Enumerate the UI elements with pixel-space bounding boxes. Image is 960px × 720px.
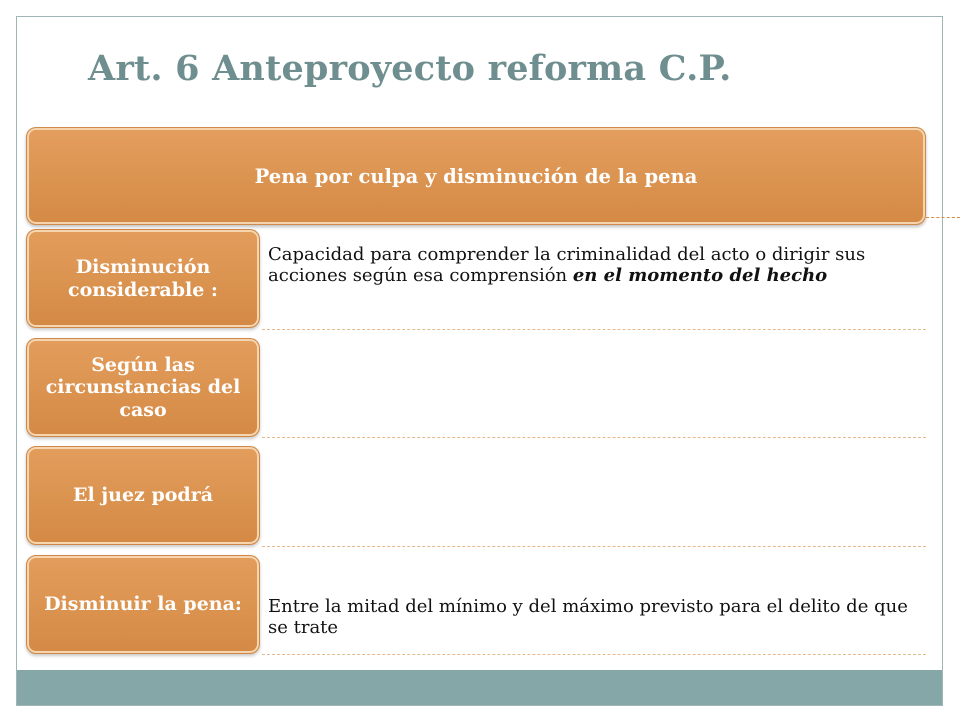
slide-title: Art. 6 Anteproyecto reforma C.P.	[88, 48, 732, 89]
row-label-4: Disminuir la pena:	[44, 593, 242, 616]
row-text-1-plain: Capacidad para comprender la criminalidad del acto o dirigir sus acciones según esa comprensión	[268, 244, 866, 286]
row-divider-1	[262, 329, 926, 330]
row-text-4: Entre la mitad del mínimo y del máximo previsto para el delito de que se trate	[268, 596, 908, 638]
row-label-2: Según las circunstancias del caso	[45, 354, 241, 421]
header-label: Pena por culpa y disminución de la pena	[254, 164, 698, 188]
row-label-box-3	[26, 446, 260, 545]
row-divider-4	[262, 654, 926, 655]
row-divider-2	[262, 437, 926, 438]
header-box	[26, 127, 926, 225]
row-divider-3	[262, 546, 926, 547]
row-label-box-2	[26, 338, 260, 437]
row-label-1: Disminución considerable :	[68, 256, 218, 301]
footer-band	[17, 670, 942, 705]
row-label-box-1	[26, 229, 260, 328]
row-text-1	[268, 245, 918, 286]
row-label-box-4	[26, 555, 260, 654]
row-label-3: El juez podrá	[72, 484, 214, 507]
row-text-1-emphasis: en el momento del hecho	[572, 264, 828, 286]
header-connector-line	[926, 217, 960, 218]
